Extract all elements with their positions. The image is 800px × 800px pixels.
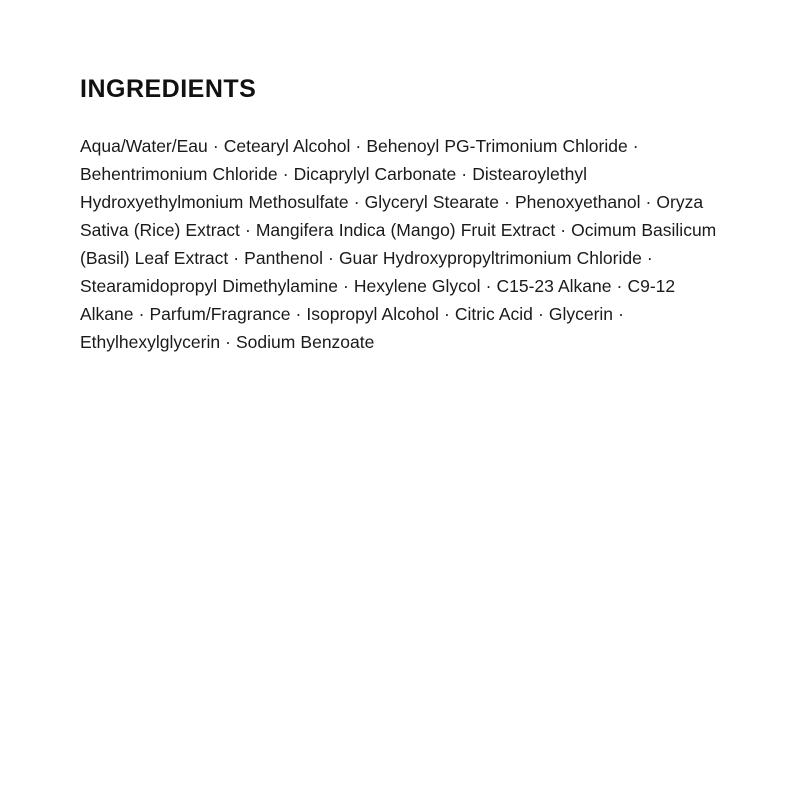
ingredients-panel bbox=[80, 74, 720, 356]
ingredients-text: Aqua/Water/Eau · Cetearyl Alcohol · Behenoyl PG-Trimonium Chloride · Behentrimonium Chloride · Dicaprylyl Carbonate · Distearoylethyl Hydroxyethylmonium Methosulfate · Glyceryl Stearate · Phenoxyethanol · Oryza Sativa (Rice) Extract · Mangifera Indica (Mango) Fruit Extract · Ocimum Basilicum (Basil) Leaf Extract · Panthenol · Guar Hydroxypropyltrimonium Chloride · Stearamidopropyl Dimethylamine · Hexylene Glycol · C15-23 Alkane · C9-12 Alkane · Parfum/Fragrance · Isopropyl Alcohol · Citric Acid · Glycerin · Ethylhexylglycerin · Sodium Benzoate bbox=[80, 136, 717, 352]
page-title: INGREDIENTS bbox=[80, 75, 257, 103]
